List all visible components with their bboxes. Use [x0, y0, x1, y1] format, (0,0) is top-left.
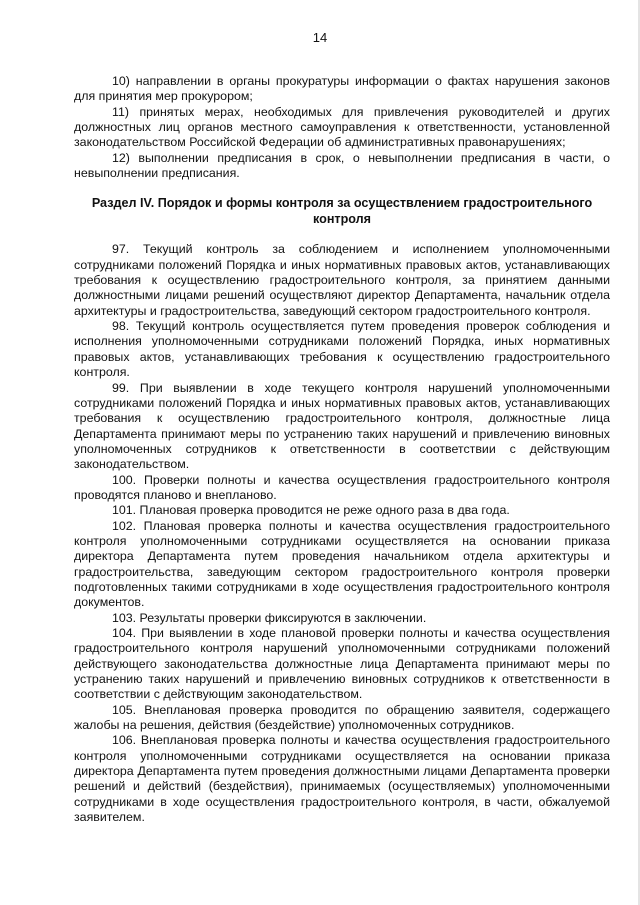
paragraph-106: 106. Внеплановая проверка полноты и качества осуществления градостроительного контроля уполномоченными сотрудниками осуществляется на основании приказа директора Департамента путем проведения должностными лицами Департамента проверки решений и действий (бездействия), принимаемых (осуществляемых) уполномоченными сотрудниками в ходе осуществления градостроительного контроля, в части, обжалуемой заявителем.: [74, 733, 610, 825]
paragraph-item-12: 12) выполнении предписания в срок, о невыполнении предписания в части, о невыполнении предписания.: [74, 150, 610, 181]
document-body: [74, 74, 610, 825]
paragraph-105: 105. Внеплановая проверка проводится по обращению заявителя, содержащего жалобы на решения, действия (бездействие) уполномоченных сотрудников.: [74, 702, 610, 733]
paragraph-item-11: 11) принятых мерах, необходимых для привлечения руководителей и других должностных лиц органов местного самоуправления к ответственности, установленной законодательством Российской Федерации об административных правонарушениях;: [74, 104, 610, 150]
page-number: 14: [312, 30, 328, 45]
paragraph-104: 104. При выявлении в ходе плановой проверки полноты и качества осуществления градостроительного контроля нарушений уполномоченными сотрудниками положений действующего законодательства должностные лица Департамента принимают меры по устранению таких нарушений и привлечению виновных сотрудников к ответственности в соответствии с действующим законодательством.: [74, 626, 610, 702]
paragraph-98: 98. Текущий контроль осуществляется путем проведения проверок соблюдения и исполнения уполномоченными сотрудниками положений Порядка, иных нормативных правовых актов, устанавливающих требования к осуществлению градостроительного контроля.: [74, 319, 610, 380]
paragraph-97: 97. Текущий контроль за соблюдением и исполнением уполномоченными сотрудниками положений Порядка и иных нормативных правовых актов, устанавливающих требования к осуществлению градостроительного контроля, за принятием данными должностными лицами решений осуществляют директор Департамента, начальник отдела архитектуры и градостроительства, заведующий сектором градостроительного контроля.: [74, 242, 610, 318]
paragraph-102: 102. Плановая проверка полноты и качества осуществления градостроительного контроля уполномоченными сотрудниками осуществляется на основании приказа директора Департамента путем проведения начальником отдела архитектуры и градостроительства, заведующим сектором градостроительного контроля проверки подготовленных такими сотрудниками в ходе осуществления градостроительного контроля документов.: [74, 518, 610, 610]
section-heading: Раздел IV. Порядок и формы контроля за осуществлением градостроительного контроля: [91, 196, 593, 226]
paragraph-101: 101. Плановая проверка проводится не реже одного раза в два года.: [112, 503, 510, 518]
paragraph-103: 103. Результаты проверки фиксируются в заключении.: [112, 610, 427, 625]
paragraph-99: 99. При выявлении в ходе текущего контроля нарушений уполномоченными сотрудниками положений Порядка и иных нормативных правовых актов, устанавливающих требования к осуществлению градостроительного контроля, должностные лица Департамента принимают меры по устранению таких нарушений и привлечению виновных уполномоченных сотрудников к ответственности в соответствии с действующим законодательством.: [74, 380, 610, 472]
paragraph-100: 100. Проверки полноты и качества осуществления градостроительного контроля проводятся планово и внепланово.: [74, 472, 610, 502]
paragraph-item-10: 10) направлении в органы прокуратуры информации о фактах нарушения законов для принятия мер прокурором;: [74, 74, 610, 104]
